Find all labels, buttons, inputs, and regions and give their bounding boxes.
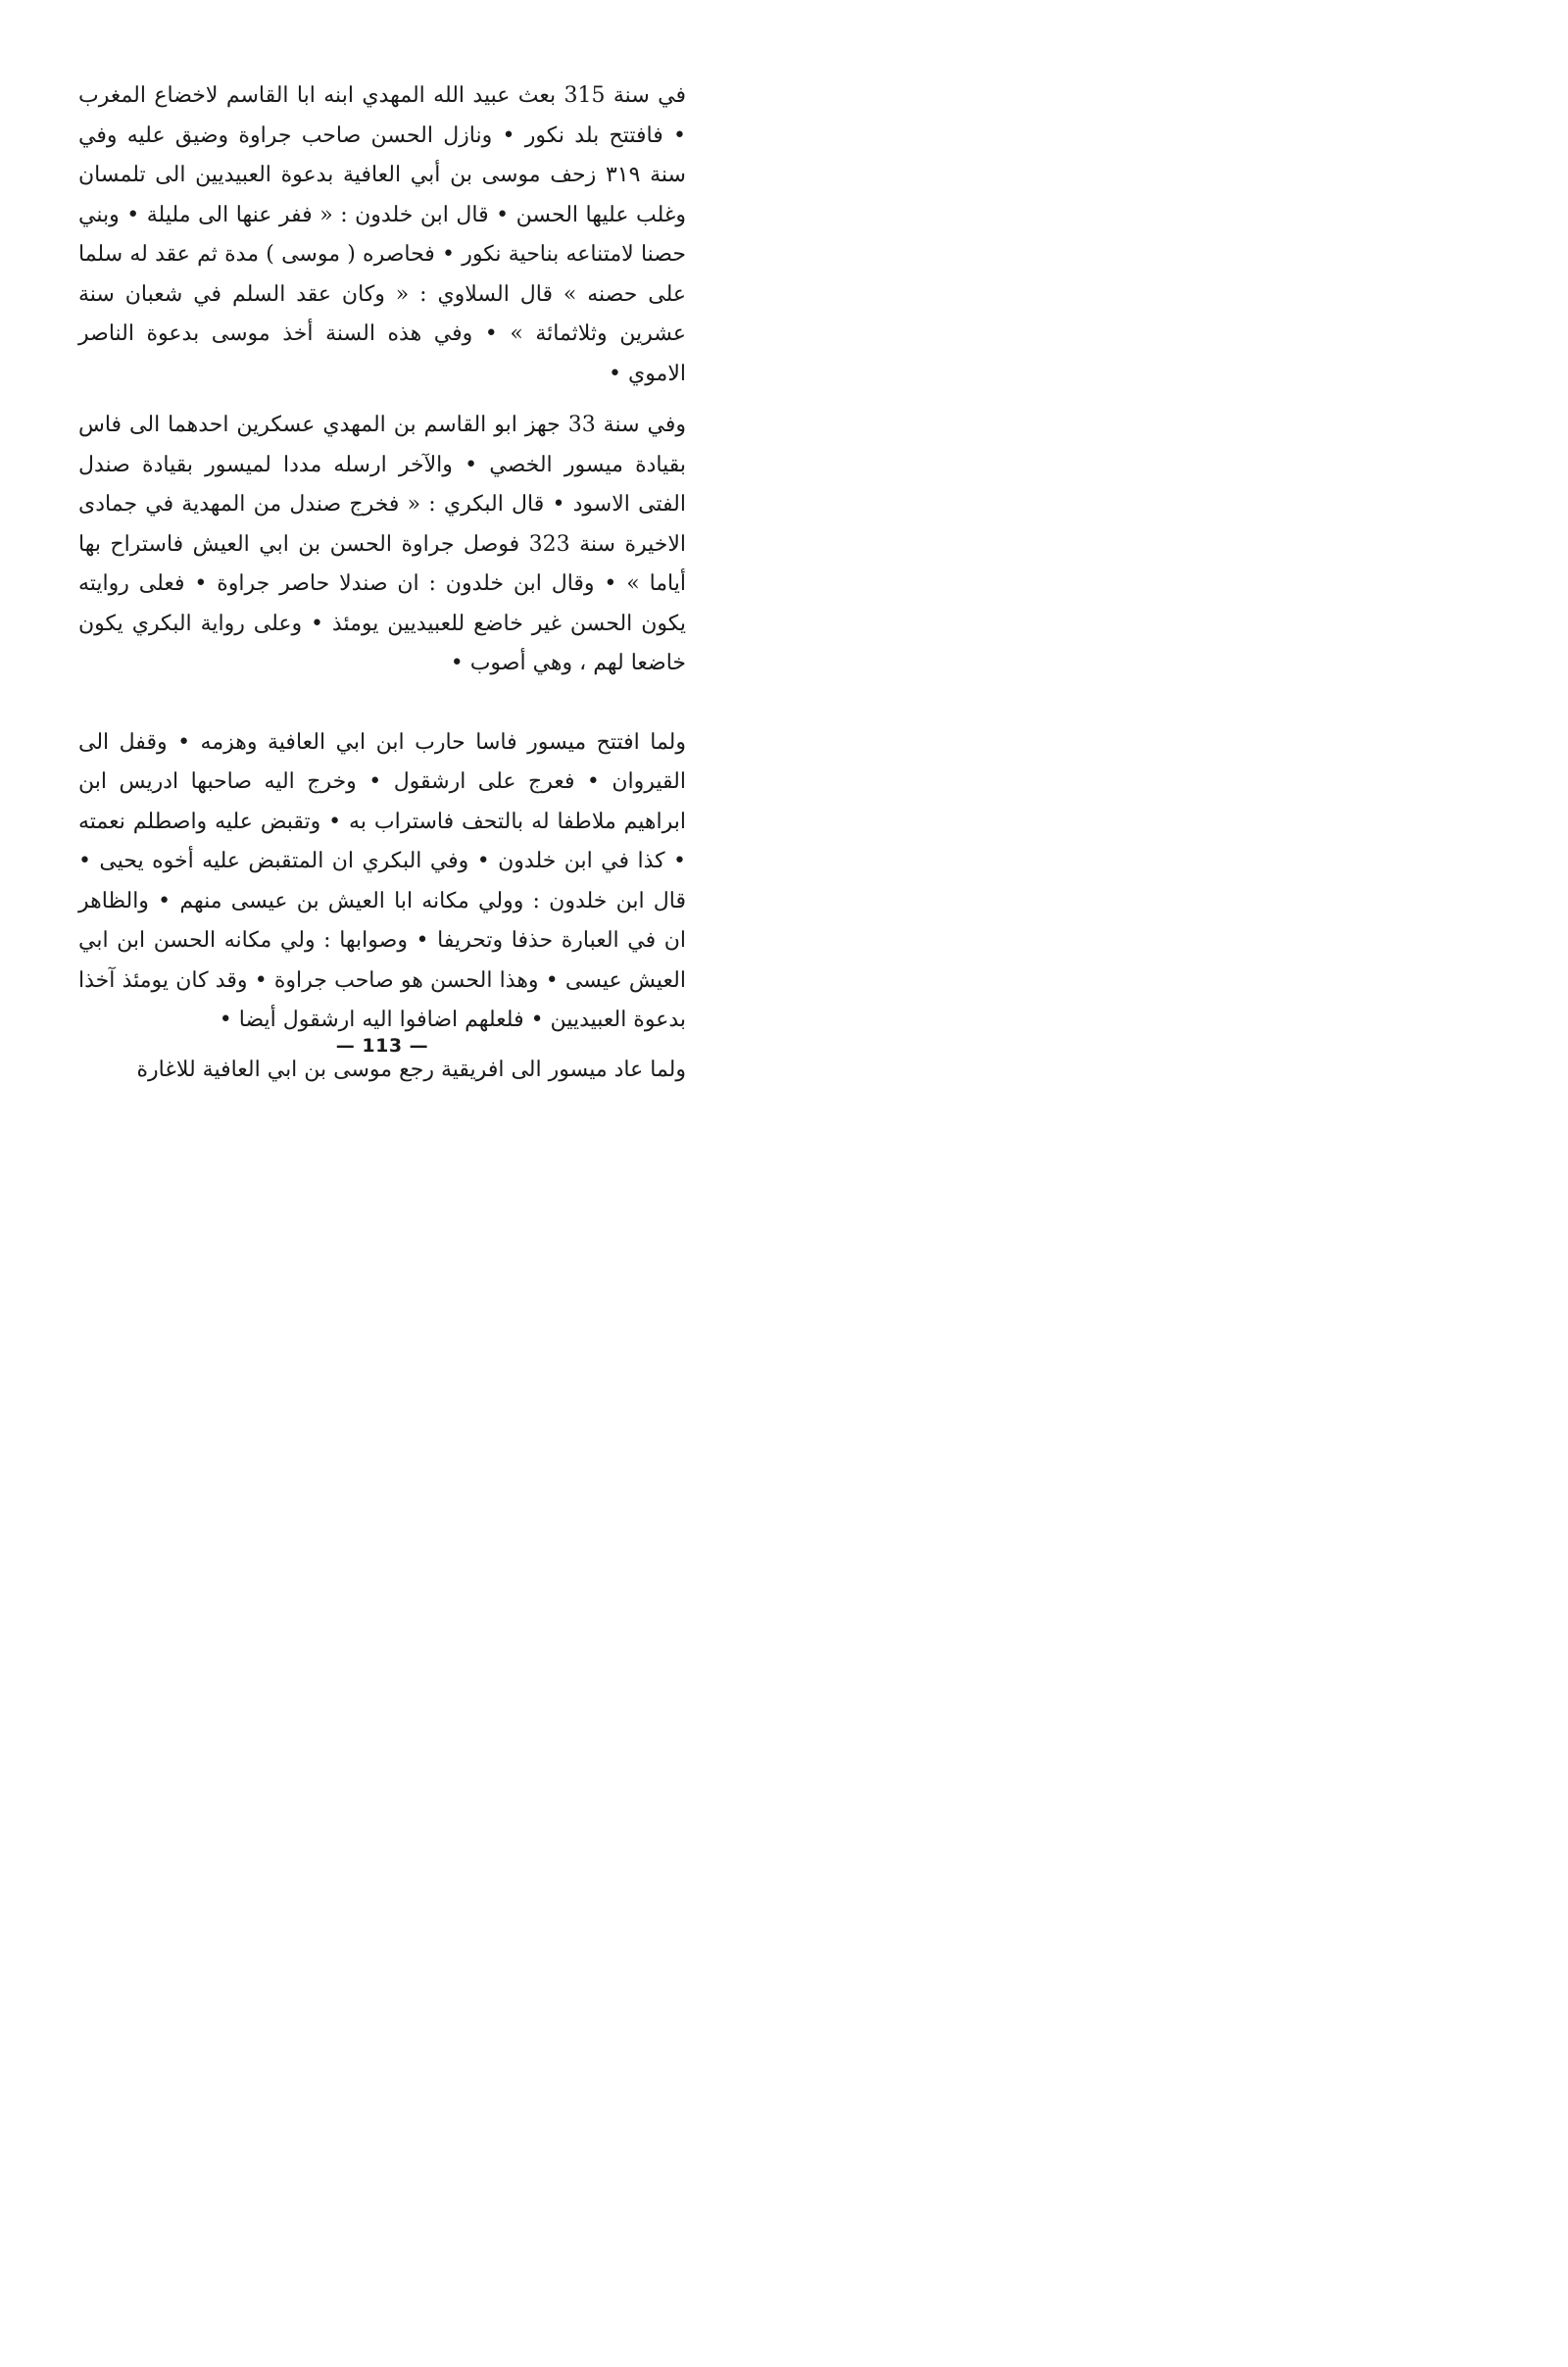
- paragraph-text: في سنة 315 بعث عبيد الله المهدي ابنه ابا القاسم لاخضاع المغرب • فافتتح بلد نكور • ونازل الحسن صاحب جراوة وضيق عليه وفي سنة ٣١٩ زحف موسى بن أبي العافية بدعوة العبيديين الى تلمسان وغلب عليها الحسن • قال ابن خلدون : « ففر عنها الى مليلة • وبني حصنا لامتناعه بناحية نكور • فحاصره ( موسى ) مدة ثم عقد له سلما على حصنه » قال السلاوي : « وكان عقد السلم في شعبان سنة عشرين وثلاثمائة » • وفي هذه السنة أخذ موسى بدعوة الناصر الاموي •: [78, 83, 686, 386]
- paragraph-3: [78, 723, 686, 1041]
- paragraph-text: ولما افتتح ميسور فاسا حارب ابن ابي العافية وهزمه • وقفل الى القيروان • فعرج على ارشقول • وخرج اليه صاحبها ادريس ابن ابراهيم ملاطفا له بالتحف فاستراب به • وتقبض عليه واصطلم نعمته • كذا في ابن خلدون • وفي البكري ان المتقبض عليه أخوه يحيى • قال ابن خلدون : وولي مكانه ابا العيش بن عيسى منهم • والظاهر ان في العبارة حذفا وتحريفا • وصوابها : ولي مكانه الحسن ابن ابي العيش عيسى • وهذا الحسن هو صاحب جراوة • وقد كان يومئذ آخذا بدعوة العبيديين • فلعلهم اضافوا اليه ارشقول أيضا •: [78, 729, 687, 1032]
- paragraph-1: [78, 76, 686, 394]
- page-text-body: [78, 76, 686, 1090]
- paragraph-2: [78, 406, 686, 684]
- page-number: — 113 —: [335, 1035, 429, 1057]
- paragraph-text: وفي سنة 33 جهز ابو القاسم بن المهدي عسكرين احدهما الى فاس بقيادة ميسور الخصي • والآخر ارسله مددا لميسور بقيادة صندل الفتى الاسود • قال البكري : « فخرج صندل من المهدية في جمادى الاخيرة سنة 323 فوصل جراوة الحسن بن ابي العيش فاستراح بها أياما » • وقال ابن خلدون : ان صندلا حاصر جراوة • فعلى روايته يكون الحسن غير خاضع للعبيديين يومئذ • وعلى رواية البكري يكون خاضعا لهم ، وهي أصوب •: [78, 413, 687, 675]
- paragraph-text: ولما عاد ميسور الى افريقية رجع موسى بن ابي العافية للاغارة: [136, 1057, 686, 1082]
